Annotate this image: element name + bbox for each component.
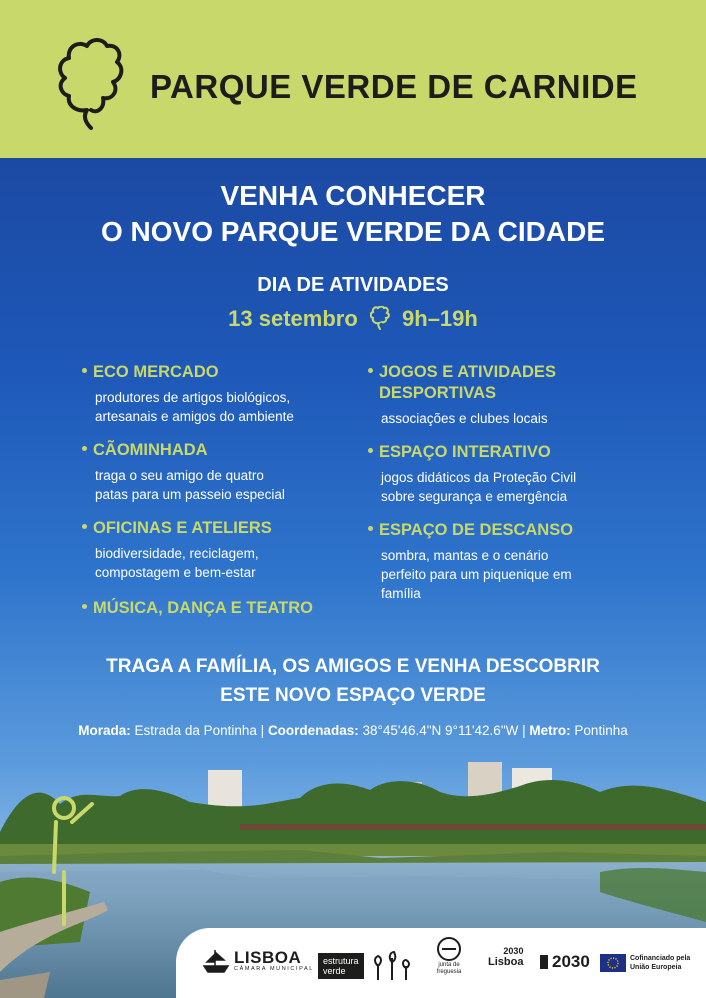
activity-desc: patas para um passeio especial xyxy=(95,487,285,502)
oak-leaf-icon xyxy=(55,36,125,130)
activity-desc: sombra, mantas e o cenário xyxy=(381,548,549,563)
activity-title: JOGOS E ATIVIDADES xyxy=(379,363,556,381)
coord-label: Coordenadas: xyxy=(267,723,359,738)
activity-desc: artesanais e amigos do ambiente xyxy=(95,409,294,424)
estrutura-verde-logo xyxy=(318,950,416,982)
metro-value: Pontinha xyxy=(574,723,628,738)
lisboa-2030-logo xyxy=(488,946,523,968)
address-line xyxy=(0,723,706,738)
activity-title: CÃOMINHADA xyxy=(93,441,208,459)
header-banner xyxy=(0,0,706,158)
bullet-dot xyxy=(368,526,373,531)
headline-line-1: VENHA CONHECER xyxy=(220,180,486,211)
morada-value: Estrada da Pontinha xyxy=(134,723,257,738)
activity-title: OFICINAS E ATELIERS xyxy=(93,519,272,537)
separator: | xyxy=(260,723,265,738)
eu-line-1: Cofinanciado pela xyxy=(630,955,691,962)
portugal-2030-logo xyxy=(538,952,590,972)
verde-text: verde xyxy=(323,966,346,976)
activity-musica xyxy=(82,598,382,619)
bullet-dot xyxy=(368,448,373,453)
carnide-circle-icon xyxy=(436,936,462,962)
lisboa-ship-icon xyxy=(202,948,230,974)
coord-value: 38°45'46.4"N 9°11'42.6"W xyxy=(362,723,519,738)
activity-desc: família xyxy=(381,586,421,601)
footer-logos xyxy=(176,928,706,998)
activity-desc: associações e clubes locais xyxy=(381,411,548,426)
lx-word: Lisboa xyxy=(488,956,524,968)
activity-desc: traga o seu amigo de quatro xyxy=(95,468,264,483)
cta-line-2: ESTE NOVO ESPAÇO VERDE xyxy=(220,685,486,706)
headline-line-2: O NOVO PARQUE VERDE DA CIDADE xyxy=(100,216,606,247)
bullet-dot xyxy=(82,368,87,373)
eu-flag-icon xyxy=(600,954,626,972)
bullet-dot xyxy=(82,604,87,609)
lisboa-word: LISBOA xyxy=(234,948,302,967)
headline xyxy=(0,178,706,250)
eu-line-2: União Europeia xyxy=(630,964,682,971)
small-leaf-icon xyxy=(370,306,390,330)
bullet-dot xyxy=(82,524,87,529)
activity-title: DESPORTIVAS xyxy=(379,384,497,402)
separator: | xyxy=(522,723,526,738)
activity-oficinas xyxy=(82,518,382,582)
activity-caominhada xyxy=(82,440,382,504)
estrutura-text: estrutura xyxy=(323,956,359,966)
activity-desc: compostagem e bem-estar xyxy=(95,565,256,580)
activities-right-column xyxy=(368,362,668,613)
call-to-action xyxy=(0,652,706,710)
portugal-year: 2030 xyxy=(552,952,590,971)
activity-espaco-interativo xyxy=(368,442,668,506)
portugal-mark-icon xyxy=(538,953,550,971)
activity-jogos xyxy=(368,362,668,428)
lisboa-sub: CÂMARA MUNICIPAL xyxy=(234,966,314,972)
activity-desc: jogos didáticos da Proteção Civil xyxy=(381,470,577,485)
plants-icon xyxy=(372,950,416,982)
event-date: 13 setembro xyxy=(228,306,358,331)
carnide-line-2: freguesia xyxy=(436,969,462,975)
activity-desc: produtores de artigos biológicos, xyxy=(95,390,291,405)
activity-title: ESPAÇO INTERATIVO xyxy=(379,443,551,461)
metro-label: Metro: xyxy=(529,723,571,738)
morada-label: Morada: xyxy=(78,723,131,738)
activity-desc: perfeito para um piquenique em xyxy=(381,567,572,582)
cta-line-1: TRAGA A FAMÍLIA, OS AMIGOS E VENHA DESCOBRIR xyxy=(106,656,600,677)
event-when xyxy=(0,306,706,332)
activity-desc: sobre segurança e emergência xyxy=(381,489,568,504)
activities-left-column xyxy=(82,362,382,629)
bullet-dot xyxy=(368,368,373,373)
activity-eco-mercado xyxy=(82,362,382,426)
carnide-logo xyxy=(436,936,462,976)
page-title: PARQUE VERDE DE CARNIDE xyxy=(150,68,638,105)
activity-title: ECO MERCADO xyxy=(93,363,219,381)
eu-logo xyxy=(600,954,690,972)
event-label: DIA DE ATIVIDADES xyxy=(257,274,449,296)
lisboa-logo xyxy=(202,948,314,974)
event-hours: 9h–19h xyxy=(402,306,478,331)
activity-desc: biodiversidade, reciclagem, xyxy=(95,546,259,561)
activity-title: MÚSICA, DANÇA E TEATRO xyxy=(93,599,313,617)
bullet-dot xyxy=(82,446,87,451)
activity-espaco-descanso xyxy=(368,520,668,603)
activity-title: ESPAÇO DE DESCANSO xyxy=(379,521,574,539)
carnide-line-1: junta de xyxy=(438,962,460,968)
lx-year: 2030 xyxy=(503,946,524,956)
